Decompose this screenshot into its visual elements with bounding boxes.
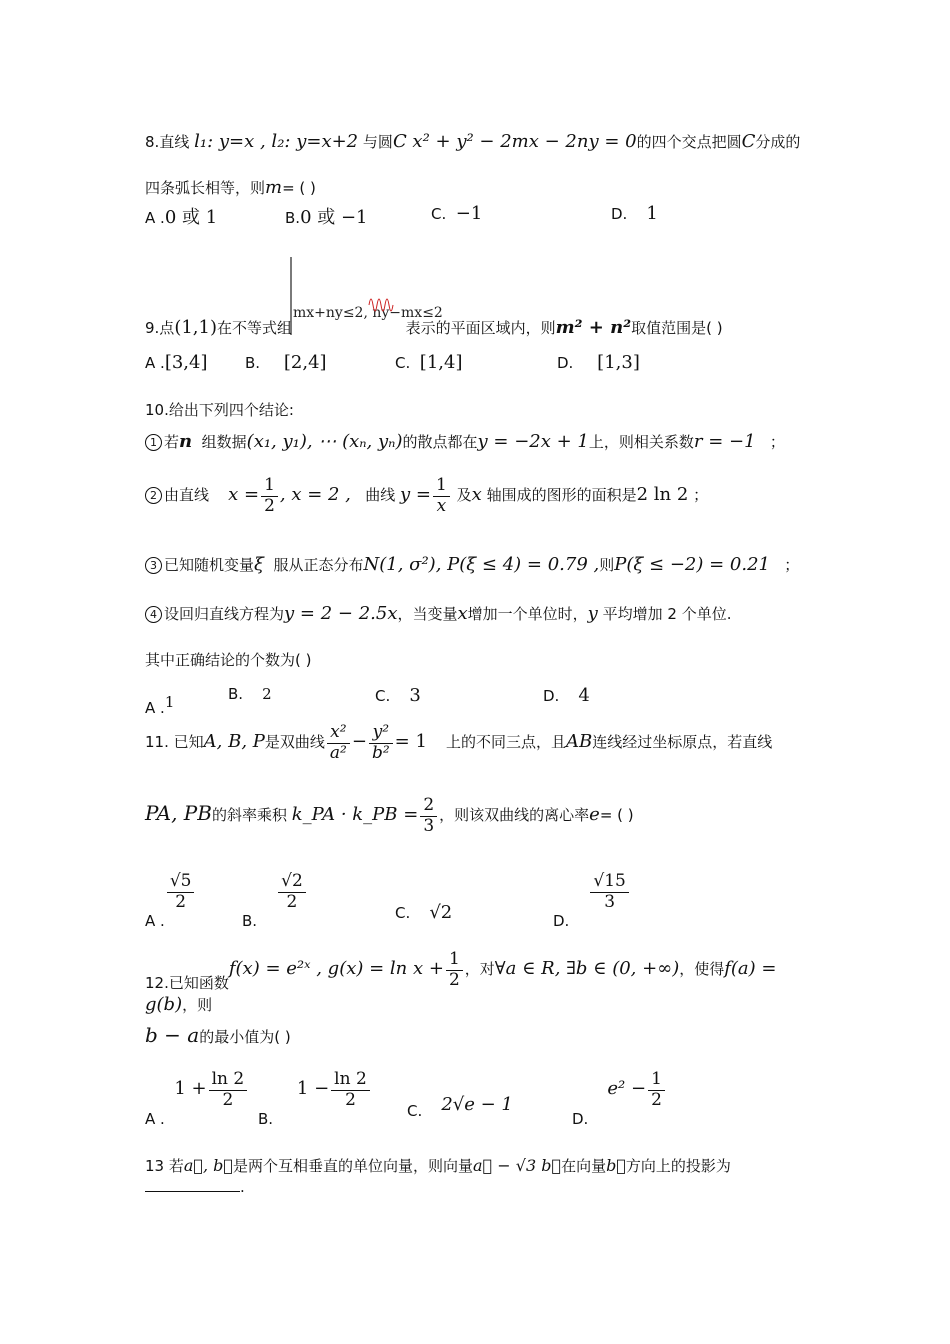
q12-option-d: D. e² − $\frac{1}{2}$ xyxy=(572,1070,667,1128)
q9-number: 9.点 xyxy=(145,319,175,337)
question-10-title: 10.给出下列四个结论: xyxy=(145,401,294,419)
q10-option-d: D. 4 xyxy=(543,685,590,706)
q10-option-c: C. 3 xyxy=(375,685,421,706)
q8-lines-expr: l₁: y=x , l₂: y=x+2 xyxy=(194,131,359,152)
q10-statement-1: 1 若n 组数据(x₁, y₁), ⋯ (xₙ, yₙ)的散点都在y = −2x + 1上，则相关系数r = −1 ； xyxy=(145,430,810,454)
q8-option-b: B.0 或 −1 xyxy=(285,207,368,228)
q8-option-d: D. 1 xyxy=(611,203,658,224)
q8-option-a: A .0 或 1 xyxy=(145,207,218,228)
q9-option-c: C. [1,4] xyxy=(395,352,463,373)
q8-number: 8. xyxy=(145,133,160,151)
q9-option-d: D. [1,3] xyxy=(557,352,640,373)
question-8: 8.直线 l₁: y=x , l₂: y=x+2 与圆C x² + y² − 2mx − 2ny = 0的四个交点把圆C分成的 xyxy=(145,131,801,152)
q12-option-b: B. 1 − $\frac{\ln 2}{2}$ xyxy=(258,1070,372,1128)
q10-statement-2: 2 由直线 x = $\frac{1}{2}$ , x = 2 , 曲线 y = $\frac{1}{x}$ 及x 轴围成的图形的面积是2 ln 2 ； xyxy=(145,476,810,516)
inequality-image-text: mx+ny≤2, ny−mx≤2 xyxy=(293,305,443,321)
question-8-line2: 四条弧长相等，则m= ( ) xyxy=(145,177,316,198)
question-9: 9.点(1,1)在不等式组 表示的平面区域内，则m² + n²取值范围是( ) xyxy=(145,317,723,338)
q12-option-c: C. 2√e − 1 xyxy=(407,1094,513,1120)
q8-option-c: C. −1 xyxy=(431,203,483,224)
q11-option-b: B. $\frac{√2}{2}$ xyxy=(242,872,308,930)
question-12: 12.已知函数f(x) = e²ˣ , g(x) = ln x + $\frac{1}{2}$ ，对∀a ∈ R, ∃b ∈ (0, +∞)，使得f(a) = g(b)，则 xyxy=(145,949,777,1016)
q11-option-d: D. $\frac{√15}{3}$ xyxy=(553,872,631,930)
q10-statement-4: 4 设回归直线方程为y = 2 − 2.5x，当变量x增加一个单位时，y 平均增加 2 个单位. xyxy=(145,602,810,626)
q10-statement-3: 3 已知随机变量ξ 服从正态分布N(1, σ²), P(ξ ≤ 4) = 0.79 ,则P(ξ ≤ −2) = 0.21 ； xyxy=(145,553,810,577)
q12-option-a: A . 1 + $\frac{\ln 2}{2}$ xyxy=(145,1070,249,1128)
q11-option-c: C. √2 xyxy=(395,902,453,923)
q10-summary: 其中正确结论的个数为( ) xyxy=(145,651,312,669)
q10-option-b: B. 2 xyxy=(228,685,272,703)
q9-option-a: A .[3,4] xyxy=(145,352,208,373)
q10-option-a: A .$^1$ xyxy=(145,693,175,717)
q8-circle-expr: C x² + y² − 2mx − 2ny = 0 xyxy=(392,131,637,152)
question-12-line2: b − a的最小值为( ) xyxy=(145,1023,291,1047)
question-11-line2: PA, PB的斜率乘积 k_PA · k_PB = $\frac{2}{3}$ ，则该双曲线的离心率e= ( ) xyxy=(145,795,634,836)
answer-blank[interactable] xyxy=(145,1191,240,1192)
q9-option-b: B. [2,4] xyxy=(245,352,327,373)
q11-option-a: A . $\frac{√5}{2}$ xyxy=(145,872,196,930)
question-11: 11. 已知A, B, P是双曲线 $\frac{\text{x²}}{\text{a²}}$ − $\frac{\text{y²}}{\text{b²}}$ = 1 上的不同三点，且AB连线经过坐标原点，若直线 xyxy=(145,722,773,763)
question-13: 13 若a⃗, b⃗是两个互相垂直的单位向量，则向量a⃗ − √3 b⃗在向量b⃗方向上的投影为. xyxy=(145,1156,731,1196)
